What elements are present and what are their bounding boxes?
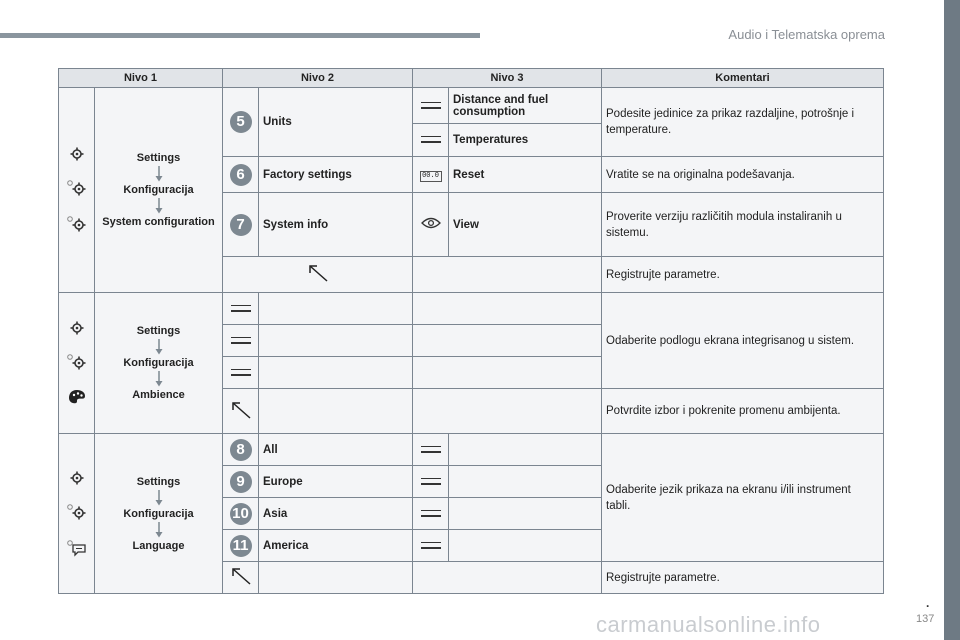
- level2-cell: America: [259, 530, 413, 562]
- gear-settings-icon: [66, 179, 88, 197]
- option-bar-icon: [421, 136, 441, 143]
- path-item: Settings: [136, 475, 181, 488]
- empty-cell: [449, 466, 602, 498]
- comment-cell: Registrujte parametre.: [602, 562, 884, 594]
- level3-cell: View: [449, 193, 602, 257]
- eye-icon: [421, 216, 441, 230]
- level2-cell: Asia: [259, 498, 413, 530]
- table-row: [59, 434, 884, 466]
- col-header-level1: Nivo 1: [59, 69, 223, 88]
- callout-badge: 9: [230, 471, 252, 493]
- col-header-comments: Komentari: [602, 69, 884, 88]
- gear-settings-icon: [66, 503, 88, 521]
- number-cell: [223, 530, 259, 562]
- number-cell: [223, 88, 259, 157]
- level3-icon-cell: [413, 193, 449, 257]
- option-bar-icon: [421, 478, 441, 485]
- side-bar: [944, 0, 960, 640]
- section-title: Audio i Telematska oprema: [728, 27, 885, 42]
- number-cell: [223, 466, 259, 498]
- number-cell: [223, 434, 259, 466]
- comment-cell: Potvrdite izbor i pokrenite promenu ambijenta.: [602, 389, 884, 434]
- back-arrow-icon: [308, 264, 328, 282]
- empty-cell: [259, 293, 413, 325]
- option-icon-cell: [223, 293, 259, 325]
- level1-icons: [59, 434, 95, 594]
- table-row: [59, 293, 884, 325]
- level3-cell: Reset: [449, 157, 602, 193]
- arrow-down-icon: [155, 339, 163, 355]
- level3-cell: Temperatures: [449, 124, 602, 157]
- level2-cell: Europe: [259, 466, 413, 498]
- path-item: System configuration: [102, 216, 215, 228]
- path-item: Settings: [136, 152, 181, 164]
- level2-cell: Factory settings: [259, 157, 413, 193]
- level1-path: [95, 88, 223, 293]
- table-row: [59, 88, 884, 124]
- option-bar-icon: [421, 510, 441, 517]
- level1-icons: [59, 293, 95, 434]
- page-number: 137: [916, 613, 935, 625]
- level1-path: [95, 434, 223, 594]
- arrow-down-icon: [155, 490, 163, 506]
- gear-system-icon: [66, 215, 88, 233]
- empty-cell: [413, 389, 602, 434]
- path-item: Settings: [136, 325, 181, 337]
- empty-cell: [259, 389, 413, 434]
- callout-badge: 10: [230, 503, 252, 525]
- comment-cell: Podesite jedinice za prikaz razdaljine, potrošnje i temperature.: [602, 88, 884, 157]
- back-arrow-icon: [231, 401, 251, 419]
- level3-icon-cell: [413, 498, 449, 530]
- path-item: Language: [132, 539, 185, 552]
- empty-cell: [449, 498, 602, 530]
- arrow-down-icon: [155, 166, 163, 182]
- header-row: [59, 69, 884, 88]
- path-item: Konfiguracija: [123, 184, 194, 196]
- empty-cell: [259, 325, 413, 357]
- col-header-level2: Nivo 2: [223, 69, 413, 88]
- option-bar-icon: [421, 542, 441, 549]
- level1-path: [95, 293, 223, 434]
- number-cell: [223, 193, 259, 257]
- option-bar-icon: [231, 337, 251, 344]
- path-item: Ambience: [132, 389, 185, 401]
- gear-icon: [70, 321, 84, 335]
- empty-cell: [259, 357, 413, 389]
- level3-icon-cell: [413, 466, 449, 498]
- callout-badge: 5: [230, 111, 252, 133]
- comment-cell: Registrujte parametre.: [602, 257, 884, 293]
- option-bar-icon: [421, 102, 441, 109]
- level3-cell: Distance and fuel consumption: [449, 88, 602, 124]
- path-item: Konfiguracija: [123, 357, 194, 369]
- confirm-icon-cell: [223, 257, 413, 293]
- comment-cell: Proverite verziju različitih modula instaliranih u sistemu.: [602, 193, 884, 257]
- path-item: Konfiguracija: [123, 507, 194, 520]
- callout-badge: 7: [230, 214, 252, 236]
- page-marker: .: [926, 596, 930, 610]
- number-cell: [223, 157, 259, 193]
- back-arrow-icon: [231, 567, 251, 585]
- comment-cell: Vratite se na originalna podešavanja.: [602, 157, 884, 193]
- level2-cell: All: [259, 434, 413, 466]
- comment-cell: Odaberite jezik prikaza na ekranu i/ili instrument tabli.: [602, 434, 884, 562]
- level3-icon-cell: [413, 434, 449, 466]
- arrow-down-icon: [155, 198, 163, 214]
- comment-cell: Odaberite podlogu ekrana integrisanog u sistem.: [602, 293, 884, 389]
- option-icon-cell: [223, 325, 259, 357]
- empty-cell: [449, 530, 602, 562]
- confirm-icon-cell: [223, 562, 259, 594]
- reset-counter-icon: 00.0: [420, 171, 442, 182]
- level3-icon-cell: [413, 124, 449, 157]
- empty-cell: [413, 293, 602, 325]
- col-header-level3: Nivo 3: [413, 69, 602, 88]
- option-bar-icon: [421, 446, 441, 453]
- empty-cell: [413, 562, 602, 594]
- gear-icon: [70, 471, 84, 485]
- top-rule: [0, 33, 480, 38]
- level2-cell: Units: [259, 88, 413, 157]
- watermark: carmanualsonline.info: [596, 612, 821, 637]
- level3-icon-cell: [413, 88, 449, 124]
- empty-cell: [413, 325, 602, 357]
- empty-cell: [413, 357, 602, 389]
- callout-badge: 11: [230, 535, 252, 557]
- arrow-down-icon: [155, 371, 163, 387]
- menu-table: [58, 68, 884, 594]
- language-icon: [66, 539, 88, 557]
- empty-cell: [259, 562, 413, 594]
- option-bar-icon: [231, 305, 251, 312]
- level3-icon-cell: [413, 530, 449, 562]
- callout-badge: 6: [230, 164, 252, 186]
- empty-cell: [413, 257, 602, 293]
- option-icon-cell: [223, 357, 259, 389]
- number-cell: [223, 498, 259, 530]
- palette-icon: [68, 389, 86, 405]
- arrow-down-icon: [155, 522, 163, 538]
- callout-badge: 8: [230, 439, 252, 461]
- gear-settings-icon: [66, 353, 88, 371]
- level2-cell: System info: [259, 193, 413, 257]
- gear-icon: [70, 147, 84, 161]
- level1-icons: [59, 88, 95, 293]
- option-bar-icon: [231, 369, 251, 376]
- empty-cell: [449, 434, 602, 466]
- level3-icon-cell: [413, 157, 449, 193]
- confirm-icon-cell: [223, 389, 259, 434]
